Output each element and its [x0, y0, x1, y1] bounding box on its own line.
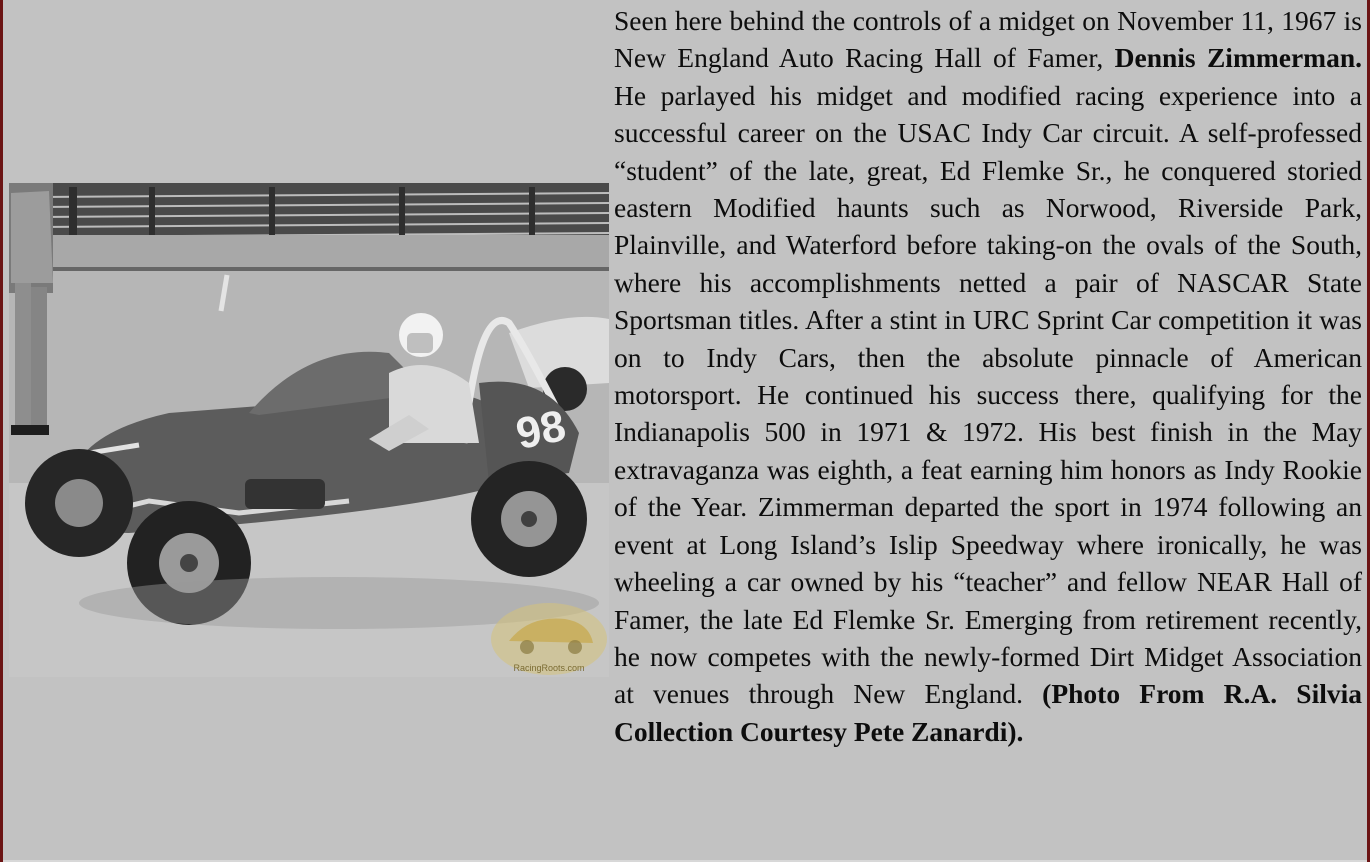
watermark-logo: [491, 603, 607, 675]
car-number: 98: [511, 400, 570, 460]
article-text: [614, 2, 1362, 750]
page-frame-left: [0, 0, 3, 862]
watermark-text: RacingRoots.com: [513, 663, 585, 673]
race-photo: [9, 183, 609, 677]
driver-name: Dennis Zimmerman.: [1114, 42, 1362, 74]
article-body: He parlayed his midget and modified racing experience into a successful career on the USAC Indy Car circuit. A self-professed “student” of the late, great, Ed Flemke Sr., he conquered storied eastern Modified haunts such as Norwood, Riverside Park, Plainville, and Waterford before taking-on the ovals of the South, where his accomplishments netted a pair of NASCAR State Sportsman titles. After a stint in URC Sprint Car competition it was on to Indy Cars, then the absolute pinnacle of American motorsport. He continued his success there, qualifying for the Indianapolis 500 in 1971 & 1972. His best finish in the May extravaganza was eighth, a feat earning him honors as Indy Rookie of the Year. Zimmerman departed the sport in 1974 following an event at Long Island’s Islip Speedway where ironically, he was wheeling a car owned by his “teacher” and fellow NEAR Hall of Famer, the late Ed Flemke Sr. Emerging from retirement recently, he now competes with the newly-formed Dirt Midget Association at venues through New England.: [614, 79, 1362, 710]
photo-credit: (Photo From R.A. Silvia Collection Courtesy Pete Zanardi).: [614, 678, 1363, 747]
article-intro: Seen here behind the controls of a midget on November 11, 1967 is New England Auto Racing Hall of Famer,: [614, 5, 1362, 74]
